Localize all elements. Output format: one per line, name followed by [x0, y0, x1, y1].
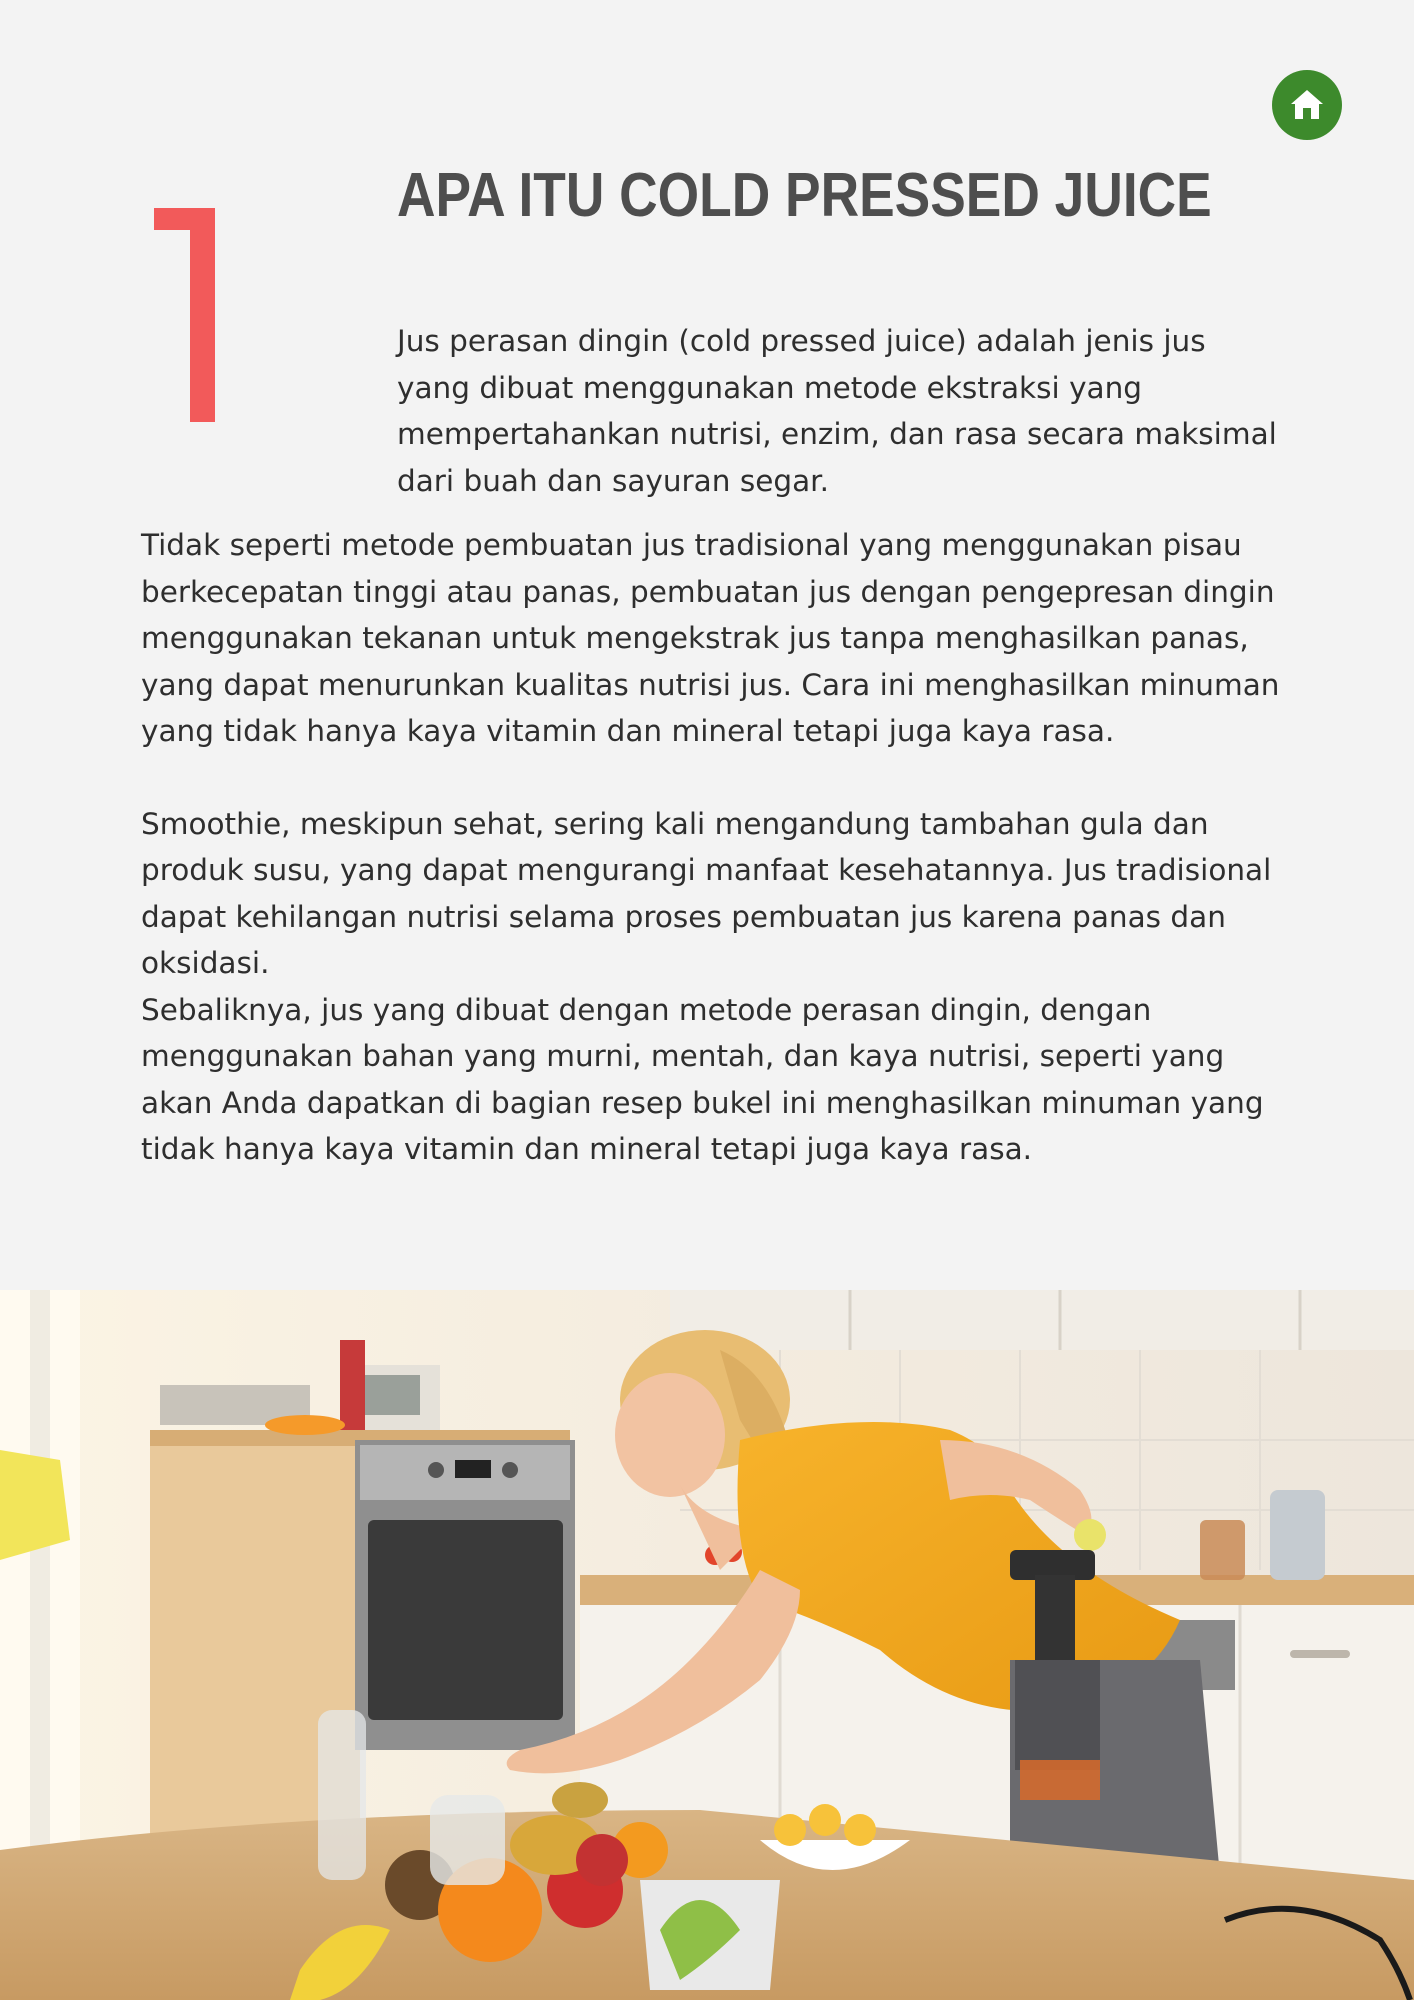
body-paragraph: Smoothie, meskipun sehat, sering kali mengandung tambahan gula dan produk susu, yang dapat mengurangi manfaat kesehatannya. Jus tradisional dapat kehilangan nutrisi selama proses pembuatan jus karena panas dan oksidasi.: [141, 806, 1272, 980]
page-title: APA ITU COLD PRESSED JUICE: [397, 161, 1212, 230]
intro-paragraph: Jus perasan dingin (cold pressed juice) adalah jenis jus yang dibuat menggunakan metode ekstraksi yang mempertahankan nutrisi, enzim, dan rasa secara maksimal dari buah dan sayuran segar.: [397, 324, 1277, 498]
body-paragraph: Sebaliknya, jus yang dibuat dengan metode perasan dingin, dengan menggunakan bahan yang murni, mentah, dan kaya nutrisi, seperti yang akan Anda dapatkan di bagian resep bukel ini menghasilkan minuman yang tidak hanya kaya vitamin dan mineral tetapi juga kaya rasa.: [141, 992, 1264, 1166]
body-text: [141, 522, 1281, 1173]
home-button[interactable]: [1272, 70, 1342, 140]
kitchen-photo: [0, 1290, 1414, 2000]
home-icon: [1287, 85, 1327, 125]
section-number: [150, 200, 220, 425]
body-paragraph: Tidak seperti metode pembuatan jus tradisional yang menggunakan pisau berkecepatan tinggi atau panas, pembuatan jus dengan pengepresan dingin menggunakan tekanan untuk mengekstrak jus tanpa menghasilkan panas, yang dapat menurunkan kualitas nutrisi jus. Cara ini menghasilkan minuman yang tidak hanya kaya vitamin dan mineral tetapi juga kaya rasa.: [141, 528, 1280, 748]
